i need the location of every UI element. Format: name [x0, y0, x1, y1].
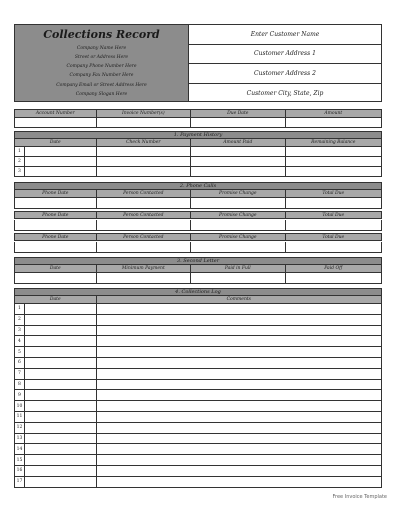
table-cell[interactable]: [15, 198, 97, 208]
log-row[interactable]: [14, 401, 382, 412]
amount-cell[interactable]: [286, 118, 381, 127]
log-row[interactable]: [14, 390, 382, 401]
log-comment-cell[interactable]: [97, 477, 381, 487]
table-cell[interactable]: [97, 220, 191, 230]
table-cell[interactable]: [15, 273, 97, 283]
phone-block-header: [14, 190, 382, 198]
log-row[interactable]: [14, 380, 382, 391]
table-cell[interactable]: [286, 167, 381, 176]
table-cell[interactable]: [25, 157, 97, 166]
company-line: Company Slogan Here: [75, 92, 128, 97]
row-number: 10: [15, 401, 25, 411]
ph-amount-label: Amount Paid: [191, 139, 285, 146]
row-number: 15: [15, 455, 25, 465]
phone-calls-title: 2. Phone Calls: [14, 182, 382, 190]
promise-change-label: Promise Change: [191, 234, 285, 240]
paid-off-label: Paid Off: [324, 266, 343, 271]
log-comment-cell[interactable]: [97, 423, 381, 433]
log-date-cell[interactable]: [25, 390, 97, 400]
log-row[interactable]: [14, 336, 382, 347]
log-date-cell[interactable]: [25, 358, 97, 368]
log-comments-label: Comments: [226, 297, 251, 302]
table-cell[interactable]: [97, 242, 191, 252]
phone-block-values[interactable]: [14, 220, 382, 231]
log-date-cell[interactable]: [25, 434, 97, 444]
customer-city-field[interactable]: Customer City, State, Zip: [246, 89, 324, 97]
log-comment-cell[interactable]: [97, 466, 381, 476]
row-number: 13: [15, 434, 25, 444]
row-number: 4: [15, 336, 25, 346]
minimum-payment-label: Minimum Payment: [97, 265, 191, 272]
log-comment-cell[interactable]: [97, 390, 381, 400]
letters-title: 3. Second Letter: [14, 257, 382, 265]
phone-block-values[interactable]: [14, 242, 382, 253]
log-comment-cell[interactable]: [97, 315, 381, 325]
log-row[interactable]: [14, 358, 382, 369]
person-contacted-label: Person Contacted: [97, 190, 191, 197]
log-comment-cell[interactable]: [97, 369, 381, 379]
table-cell[interactable]: [97, 167, 191, 176]
customer-address2-field[interactable]: Customer Address 2: [189, 64, 381, 84]
form-title: Collections Record: [43, 28, 160, 41]
table-cell[interactable]: [191, 157, 285, 166]
footer-text: Free Invoice Template: [332, 494, 387, 500]
log-date-cell[interactable]: [25, 477, 97, 487]
log-row[interactable]: [14, 315, 382, 326]
account-number-label: Account Number: [15, 110, 97, 117]
customer-address1-field[interactable]: Customer Address 1: [189, 45, 381, 65]
due-date-cell[interactable]: [191, 118, 285, 127]
company-line: Company Email or Street Address Here: [56, 83, 147, 88]
log-comment-cell[interactable]: [97, 304, 381, 314]
row-number: 11: [15, 412, 25, 422]
log-row[interactable]: [14, 455, 382, 466]
row-number: 7: [15, 369, 25, 379]
table-cell[interactable]: [286, 273, 381, 283]
table-cell[interactable]: [97, 198, 191, 208]
phone-date-label: Phone Date: [15, 190, 97, 197]
phone-block-header: [14, 233, 382, 241]
table-cell[interactable]: [286, 220, 381, 230]
payment-history-title: 1. Payment History: [14, 131, 382, 139]
row-number: 9: [15, 390, 25, 400]
log-date-cell[interactable]: [25, 315, 97, 325]
row-number: 3: [15, 326, 25, 336]
table-cell[interactable]: [97, 147, 191, 156]
phone-block-values[interactable]: [14, 198, 382, 209]
log-date-cell[interactable]: [25, 380, 97, 390]
table-cell[interactable]: [286, 242, 381, 252]
payment-history-header: [14, 139, 382, 147]
collections-log-rows[interactable]: [14, 304, 382, 488]
row-number: 17: [15, 477, 25, 487]
total-due-label: Total Due: [322, 212, 345, 218]
row-number: 3: [15, 167, 25, 176]
customer-name-field[interactable]: Enter Customer Name: [189, 25, 381, 45]
table-cell[interactable]: [191, 273, 285, 283]
row-number: 2: [15, 315, 25, 325]
collections-log-title: 4. Collections Log: [14, 288, 382, 296]
account-number-cell[interactable]: [15, 118, 97, 127]
table-cell[interactable]: [25, 147, 97, 156]
log-comment-cell[interactable]: [97, 401, 381, 411]
table-cell[interactable]: [25, 167, 97, 176]
table-cell[interactable]: [97, 157, 191, 166]
paid-in-full-label: Paid in Full: [191, 265, 285, 272]
person-contacted-label: Person Contacted: [97, 234, 191, 240]
log-date-cell[interactable]: [25, 326, 97, 336]
invoice-numbers-label: Invoice Number(s): [97, 110, 191, 117]
table-cell[interactable]: [191, 198, 285, 208]
promise-change-label: Promise Change: [191, 212, 285, 218]
log-comment-cell[interactable]: [97, 412, 381, 422]
table-cell[interactable]: [191, 147, 285, 156]
log-row[interactable]: [14, 347, 382, 358]
log-comment-cell[interactable]: [97, 444, 381, 454]
phone-date-label: Phone Date: [15, 234, 97, 240]
log-comment-cell[interactable]: [97, 455, 381, 465]
log-date-cell[interactable]: [25, 466, 97, 476]
row-number: 12: [15, 423, 25, 433]
log-comment-cell[interactable]: [97, 347, 381, 357]
total-due-label: Total Due: [322, 191, 345, 196]
customer-header: [189, 24, 382, 102]
row-number: 2: [15, 157, 25, 166]
company-line: Company Phone Number Here: [66, 64, 137, 69]
invoice-numbers-cell[interactable]: [97, 118, 191, 127]
letters-date-label: Date: [15, 265, 97, 272]
account-value-row[interactable]: [14, 118, 382, 128]
log-row[interactable]: [14, 477, 382, 488]
letters-values[interactable]: [14, 273, 382, 284]
row-number: 5: [15, 347, 25, 357]
table-cell[interactable]: [191, 167, 285, 176]
ph-check-label: Check Number: [97, 139, 191, 146]
table-cell[interactable]: [15, 220, 97, 230]
log-row[interactable]: [14, 369, 382, 380]
log-comment-cell[interactable]: [97, 358, 381, 368]
company-line: Company Name Here: [76, 46, 127, 51]
log-comment-cell[interactable]: [97, 434, 381, 444]
log-date-cell[interactable]: [25, 444, 97, 454]
log-date-cell[interactable]: [25, 412, 97, 422]
company-header: [14, 24, 189, 102]
company-line: Street or Address Here: [74, 55, 129, 60]
payment-history-rows[interactable]: [14, 147, 382, 177]
log-row[interactable]: [14, 434, 382, 445]
company-line: Company Fax Number Here: [69, 73, 134, 78]
log-date-cell[interactable]: [25, 304, 97, 314]
amount-label: Amount: [324, 111, 343, 116]
log-date-label: Date: [15, 296, 97, 303]
phone-date-label: Phone Date: [15, 212, 97, 218]
table-cell[interactable]: [191, 242, 285, 252]
total-due-label: Total Due: [322, 234, 345, 240]
log-comment-cell[interactable]: [97, 326, 381, 336]
log-comment-cell[interactable]: [97, 336, 381, 346]
log-date-cell[interactable]: [25, 369, 97, 379]
row-number: 6: [15, 358, 25, 368]
log-date-cell[interactable]: [25, 336, 97, 346]
table-cell[interactable]: [286, 198, 381, 208]
ph-balance-label: Remaining Balance: [311, 140, 356, 145]
table-cell[interactable]: [191, 220, 285, 230]
ph-date-label: Date: [15, 139, 97, 146]
log-row[interactable]: [14, 444, 382, 455]
log-row[interactable]: [14, 326, 382, 337]
log-date-cell[interactable]: [25, 347, 97, 357]
log-row[interactable]: [14, 423, 382, 434]
log-comment-cell[interactable]: [97, 380, 381, 390]
row-number: 14: [15, 444, 25, 454]
log-row[interactable]: [14, 304, 382, 315]
phone-block-header: [14, 211, 382, 219]
table-cell[interactable]: [97, 273, 191, 283]
due-date-label: Due Date: [191, 110, 285, 117]
row-number: 8: [15, 380, 25, 390]
collections-log-header: [14, 296, 382, 304]
person-contacted-label: Person Contacted: [97, 212, 191, 218]
collections-form: [14, 24, 382, 490]
row-number: 1: [15, 304, 25, 314]
table-cell[interactable]: [286, 157, 381, 166]
account-header-row: [14, 109, 382, 118]
log-row[interactable]: [14, 412, 382, 423]
promise-change-label: Promise Change: [191, 190, 285, 197]
letters-header: [14, 265, 382, 273]
log-date-cell[interactable]: [25, 423, 97, 433]
log-date-cell[interactable]: [25, 401, 97, 411]
log-date-cell[interactable]: [25, 455, 97, 465]
log-row[interactable]: [14, 466, 382, 477]
table-cell[interactable]: [286, 147, 381, 156]
row-number: 16: [15, 466, 25, 476]
row-number: 1: [15, 147, 25, 156]
table-cell[interactable]: [15, 242, 97, 252]
